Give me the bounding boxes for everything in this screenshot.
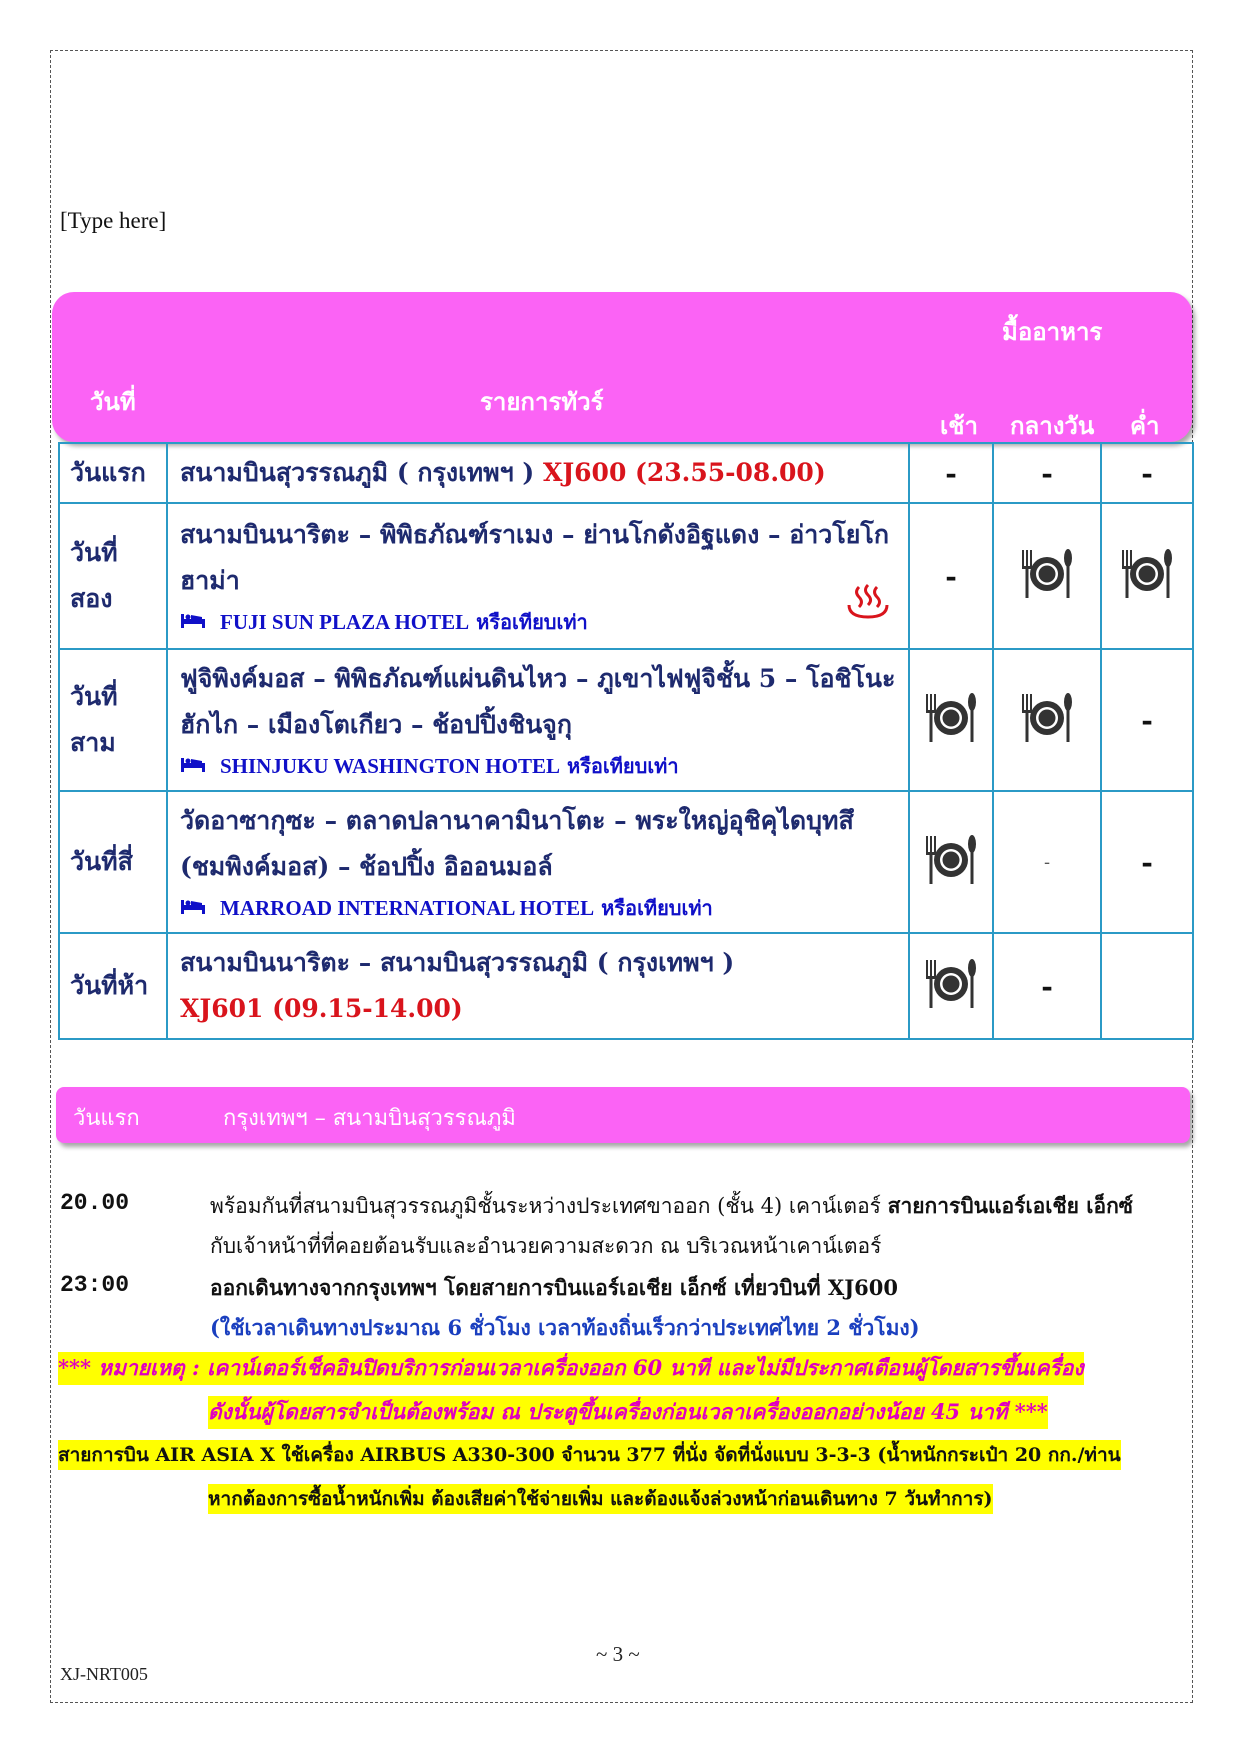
onsen-icon xyxy=(846,583,890,634)
program-cell xyxy=(167,933,909,1039)
itinerary-table xyxy=(58,442,1194,1040)
page-number: ~ 3 ~ xyxy=(596,1642,640,1666)
day-line: วันที่ xyxy=(70,538,118,567)
schedule-text-a: พร้อมกันที่สนามบินสุวรรณภูมิชั้นระหว่างประเทศขาออก (ชั้น 4) เคาน์เตอร์ xyxy=(210,1194,888,1218)
day-banner-day: วันแรก xyxy=(73,1106,140,1131)
hotel-name: SHINJUKU WASHINGTON HOTEL xyxy=(220,754,560,778)
meal-icon xyxy=(921,731,981,750)
table-row xyxy=(59,791,1193,933)
meal-lunch xyxy=(993,933,1101,1039)
program-line: ฮาม่า xyxy=(180,566,240,595)
header-lunch: กลางวัน xyxy=(1010,411,1095,440)
program-line: สนามบินนาริตะ – พิพิธภัณฑ์ราเมง – ย่านโกดังอิฐแดง – อ่าวโยโก xyxy=(180,520,889,549)
meal-dinner xyxy=(1101,933,1193,1039)
meal-none: - xyxy=(1141,845,1153,879)
header-program: รายการทัวร์ xyxy=(480,387,604,416)
meal-none: - xyxy=(1043,851,1051,873)
meal-icon xyxy=(1117,587,1177,606)
table-row xyxy=(59,933,1193,1039)
header-breakfast: เช้า xyxy=(940,411,978,440)
header-placeholder: [Type here] xyxy=(60,208,167,233)
meal-icon xyxy=(921,997,981,1016)
meal-none: - xyxy=(1041,969,1053,1003)
meal-dinner xyxy=(1101,649,1193,791)
meal-icon xyxy=(1017,587,1077,606)
meal-none: - xyxy=(1141,703,1153,737)
meal-lunch xyxy=(993,443,1101,503)
meal-none: - xyxy=(945,559,957,593)
bed-icon xyxy=(180,604,206,640)
program-text: สนามบินสุวรรณภูมิ ( กรุงเทพฯ ) xyxy=(180,458,535,487)
meal-dinner xyxy=(1101,791,1193,933)
document-code: XJ-NRT005 xyxy=(60,1664,148,1684)
table-header xyxy=(52,292,1192,442)
hotel-suffix: หรือเทียบเท่า xyxy=(476,610,588,634)
meal-none: - xyxy=(1041,456,1053,490)
meal-lunch xyxy=(993,649,1101,791)
hotel-suffix: หรือเทียบเท่า xyxy=(601,896,713,920)
schedule-text: ออกเดินทางจากกรุงเทพฯ โดยสายการบินแอร์เอเชีย เอ็กซ์ เที่ยวบินที่ XJ600 xyxy=(210,1275,898,1300)
meal-lunch xyxy=(993,503,1101,649)
bed-icon xyxy=(180,748,206,784)
table-row xyxy=(59,503,1193,649)
program-cell xyxy=(167,791,909,933)
schedule-text xyxy=(210,1190,1133,1223)
day-line: วันที่ xyxy=(70,682,118,711)
meal-dinner xyxy=(1101,503,1193,649)
header-dinner: ค่ำ xyxy=(1130,411,1160,440)
airline-info-line: สายการบิน AIR ASIA X ใช้เครื่อง AIRBUS A330-300 จำนวน 377 ที่นั่ง จัดที่นั่งแบบ 3-3-3 (น้ำหนักกระเป๋า 20 กก./ท่าน xyxy=(58,1440,1121,1470)
hotel-name: MARROAD INTERNATIONAL HOTEL xyxy=(220,896,595,920)
day-cell xyxy=(59,649,167,791)
meal-breakfast xyxy=(909,791,993,933)
day-banner-title: กรุงเทพฯ – สนามบินสุวรรณภูมิ xyxy=(223,1106,516,1131)
meal-dinner xyxy=(1101,443,1193,503)
schedule-time: 20.00 xyxy=(60,1190,130,1216)
program-line: ฟูจิพิงค์มอส – พิพิธภัณฑ์แผ่นดินไหว – ภูเขาไฟฟูจิชั้น 5 – โอชิโนะ xyxy=(180,664,896,693)
bed-icon xyxy=(180,890,206,926)
meal-lunch xyxy=(993,791,1101,933)
hotel-name: FUJI SUN PLAZA HOTEL xyxy=(220,610,470,634)
table-row xyxy=(59,443,1193,503)
hotel-line xyxy=(180,604,896,640)
meal-none: - xyxy=(945,456,957,490)
table-row xyxy=(59,649,1193,791)
program-cell xyxy=(167,443,909,503)
program-line: ฮักไก – เมืองโตเกียว – ช้อปปิ้งชินจูกุ xyxy=(180,710,572,739)
flight-number: XJ600 (23.55-08.00) xyxy=(542,458,826,487)
day-cell xyxy=(59,503,167,649)
day-line: สาม xyxy=(70,728,116,757)
meal-breakfast xyxy=(909,443,993,503)
header-meals: มื้ออาหาร xyxy=(1002,317,1103,346)
day-banner xyxy=(56,1087,1190,1143)
schedule-text: กับเจ้าหน้าที่ที่คอยต้อนรับและอำนวยความสะดวก ณ บริเวณหน้าเคาน์เตอร์ xyxy=(210,1234,882,1258)
meal-icon xyxy=(921,873,981,892)
program-line: (ชมพิงค์มอส) – ช้อปปิ้ง อิออนมอล์ xyxy=(180,852,553,881)
meal-breakfast xyxy=(909,649,993,791)
meal-breakfast xyxy=(909,503,993,649)
program-line: สนามบินนาริตะ – สนามบินสุวรรณภูมิ ( กรุงเทพฯ ) xyxy=(180,948,735,977)
day-cell: วันที่ห้า xyxy=(59,933,167,1039)
day-line: สอง xyxy=(70,584,113,613)
hotel-line xyxy=(180,890,896,926)
day-cell: วันแรก xyxy=(59,443,167,503)
airline-info-line: หากต้องการซื้อน้ำหนักเพิ่ม ต้องเสียค่าใช้จ่ายเพิ่ม และต้องแจ้งล่วงหน้าก่อนเดินทาง 7 วันทำการ) xyxy=(208,1484,993,1514)
schedule-airline: สายการบินแอร์เอเชีย เอ็กซ์ xyxy=(887,1193,1134,1218)
hotel-suffix: หรือเทียบเท่า xyxy=(566,754,679,778)
header-day: วันที่ xyxy=(90,387,136,416)
day-cell: วันที่สี่ xyxy=(59,791,167,933)
program-cell xyxy=(167,649,909,791)
meal-breakfast xyxy=(909,933,993,1039)
flight-number: XJ601 (09.15-14.00) xyxy=(180,994,463,1023)
program-cell xyxy=(167,503,909,649)
meal-icon xyxy=(1017,731,1077,750)
schedule-time: 23:00 xyxy=(60,1272,130,1298)
schedule-text: (ใช้เวลาเดินทางประมาณ 6 ชั่วโมง เวลาท้องถิ่นเร็วกว่าประเทศไทย 2 ชั่วโมง) xyxy=(210,1315,920,1340)
hotel-line xyxy=(180,748,896,784)
note-line: ดังนั้นผู้โดยสารจำเป็นต้องพร้อม ณ ประตูขึ้นเครื่องก่อนเวลาเครื่องออกอย่างน้อย 45 นาที *** xyxy=(208,1396,1048,1429)
program-line: วัดอาซากุซะ – ตลาดปลานาคามินาโตะ – พระใหญ่อุชิคุไดบุทสึ xyxy=(180,806,854,835)
note-line: *** หมายเหตุ : เคาน์เตอร์เช็คอินปิดบริการก่อนเวลาเครื่องออก 60 นาที และไม่มีประกาศเตือนผู้โดยสารขึ้นเครื่อง xyxy=(58,1352,1084,1385)
meal-none: - xyxy=(1141,456,1153,490)
